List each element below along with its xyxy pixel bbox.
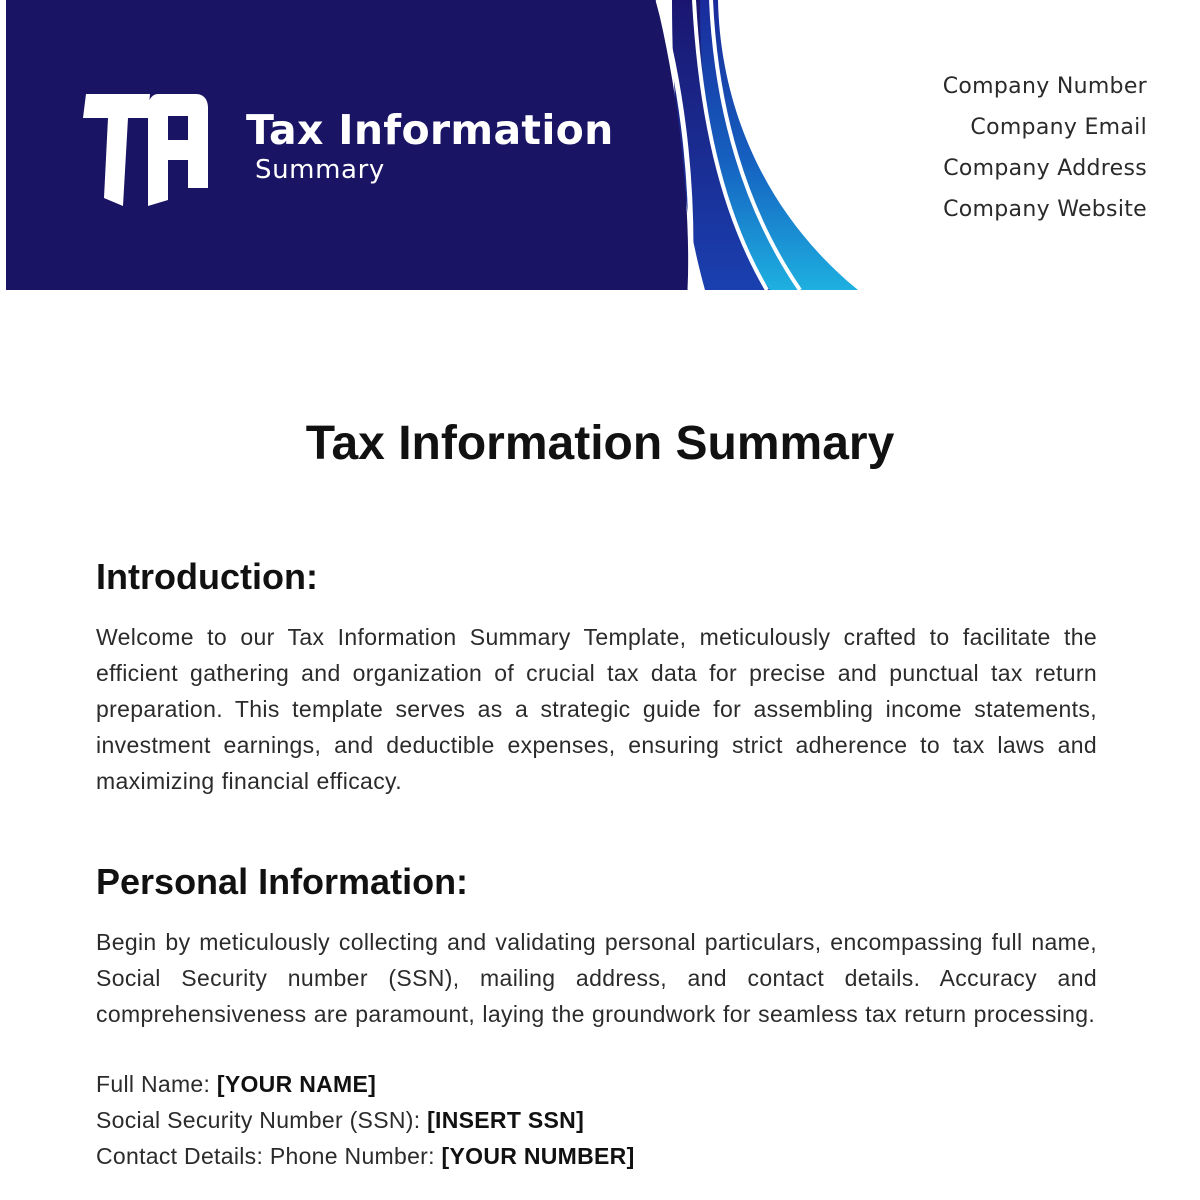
- ssn-value: [INSERT SSN]: [427, 1107, 585, 1133]
- brand-title: Tax Information: [246, 106, 614, 154]
- brand-subtitle: Summary: [255, 155, 385, 185]
- ssn-field: [96, 1102, 1097, 1138]
- personal-information-paragraph: Begin by meticulously collecting and validating personal particulars, encompassing full name, Social Security number (SSN), mailing address, and contact details. Accuracy and comprehensiveness are paramount, laying the groundwork for seamless tax return processing.: [96, 929, 1097, 1027]
- phone-number-field: [96, 1138, 1097, 1174]
- personal-information-section: [96, 860, 1097, 1174]
- personal-information-heading: Personal Information:: [96, 861, 469, 902]
- document-body: [96, 555, 1097, 1174]
- full-name-value: [YOUR NAME]: [216, 1071, 377, 1097]
- company-number: Company Number: [942, 74, 1147, 99]
- full-name-field: [96, 1066, 1097, 1102]
- phone-number-value: [YOUR NUMBER]: [441, 1143, 635, 1169]
- company-address: Company Address: [943, 156, 1147, 181]
- full-name-label: Full Name:: [96, 1071, 217, 1097]
- company-info: [943, 66, 1147, 230]
- introduction-heading: Introduction:: [96, 556, 318, 597]
- ssn-label: Social Security Number (SSN):: [96, 1107, 428, 1133]
- company-email: Company Email: [970, 115, 1147, 140]
- introduction-paragraph: Welcome to our Tax Information Summary Template, meticulously crafted to facilitate the efficient gathering and organization of crucial tax data for precise and punctual tax return preparation. This template serves as a strategic guide for assembling income statements, investment earnings, and deductible expenses, ensuring strict adherence to tax laws and maximizing financial efficacy.: [96, 624, 1097, 794]
- phone-number-label: Contact Details: Phone Number:: [96, 1143, 442, 1169]
- company-website: Company Website: [943, 197, 1147, 222]
- introduction-section: [96, 555, 1097, 799]
- document-title: Tax Information Summary: [305, 417, 895, 470]
- personal-fields: [96, 1066, 1097, 1174]
